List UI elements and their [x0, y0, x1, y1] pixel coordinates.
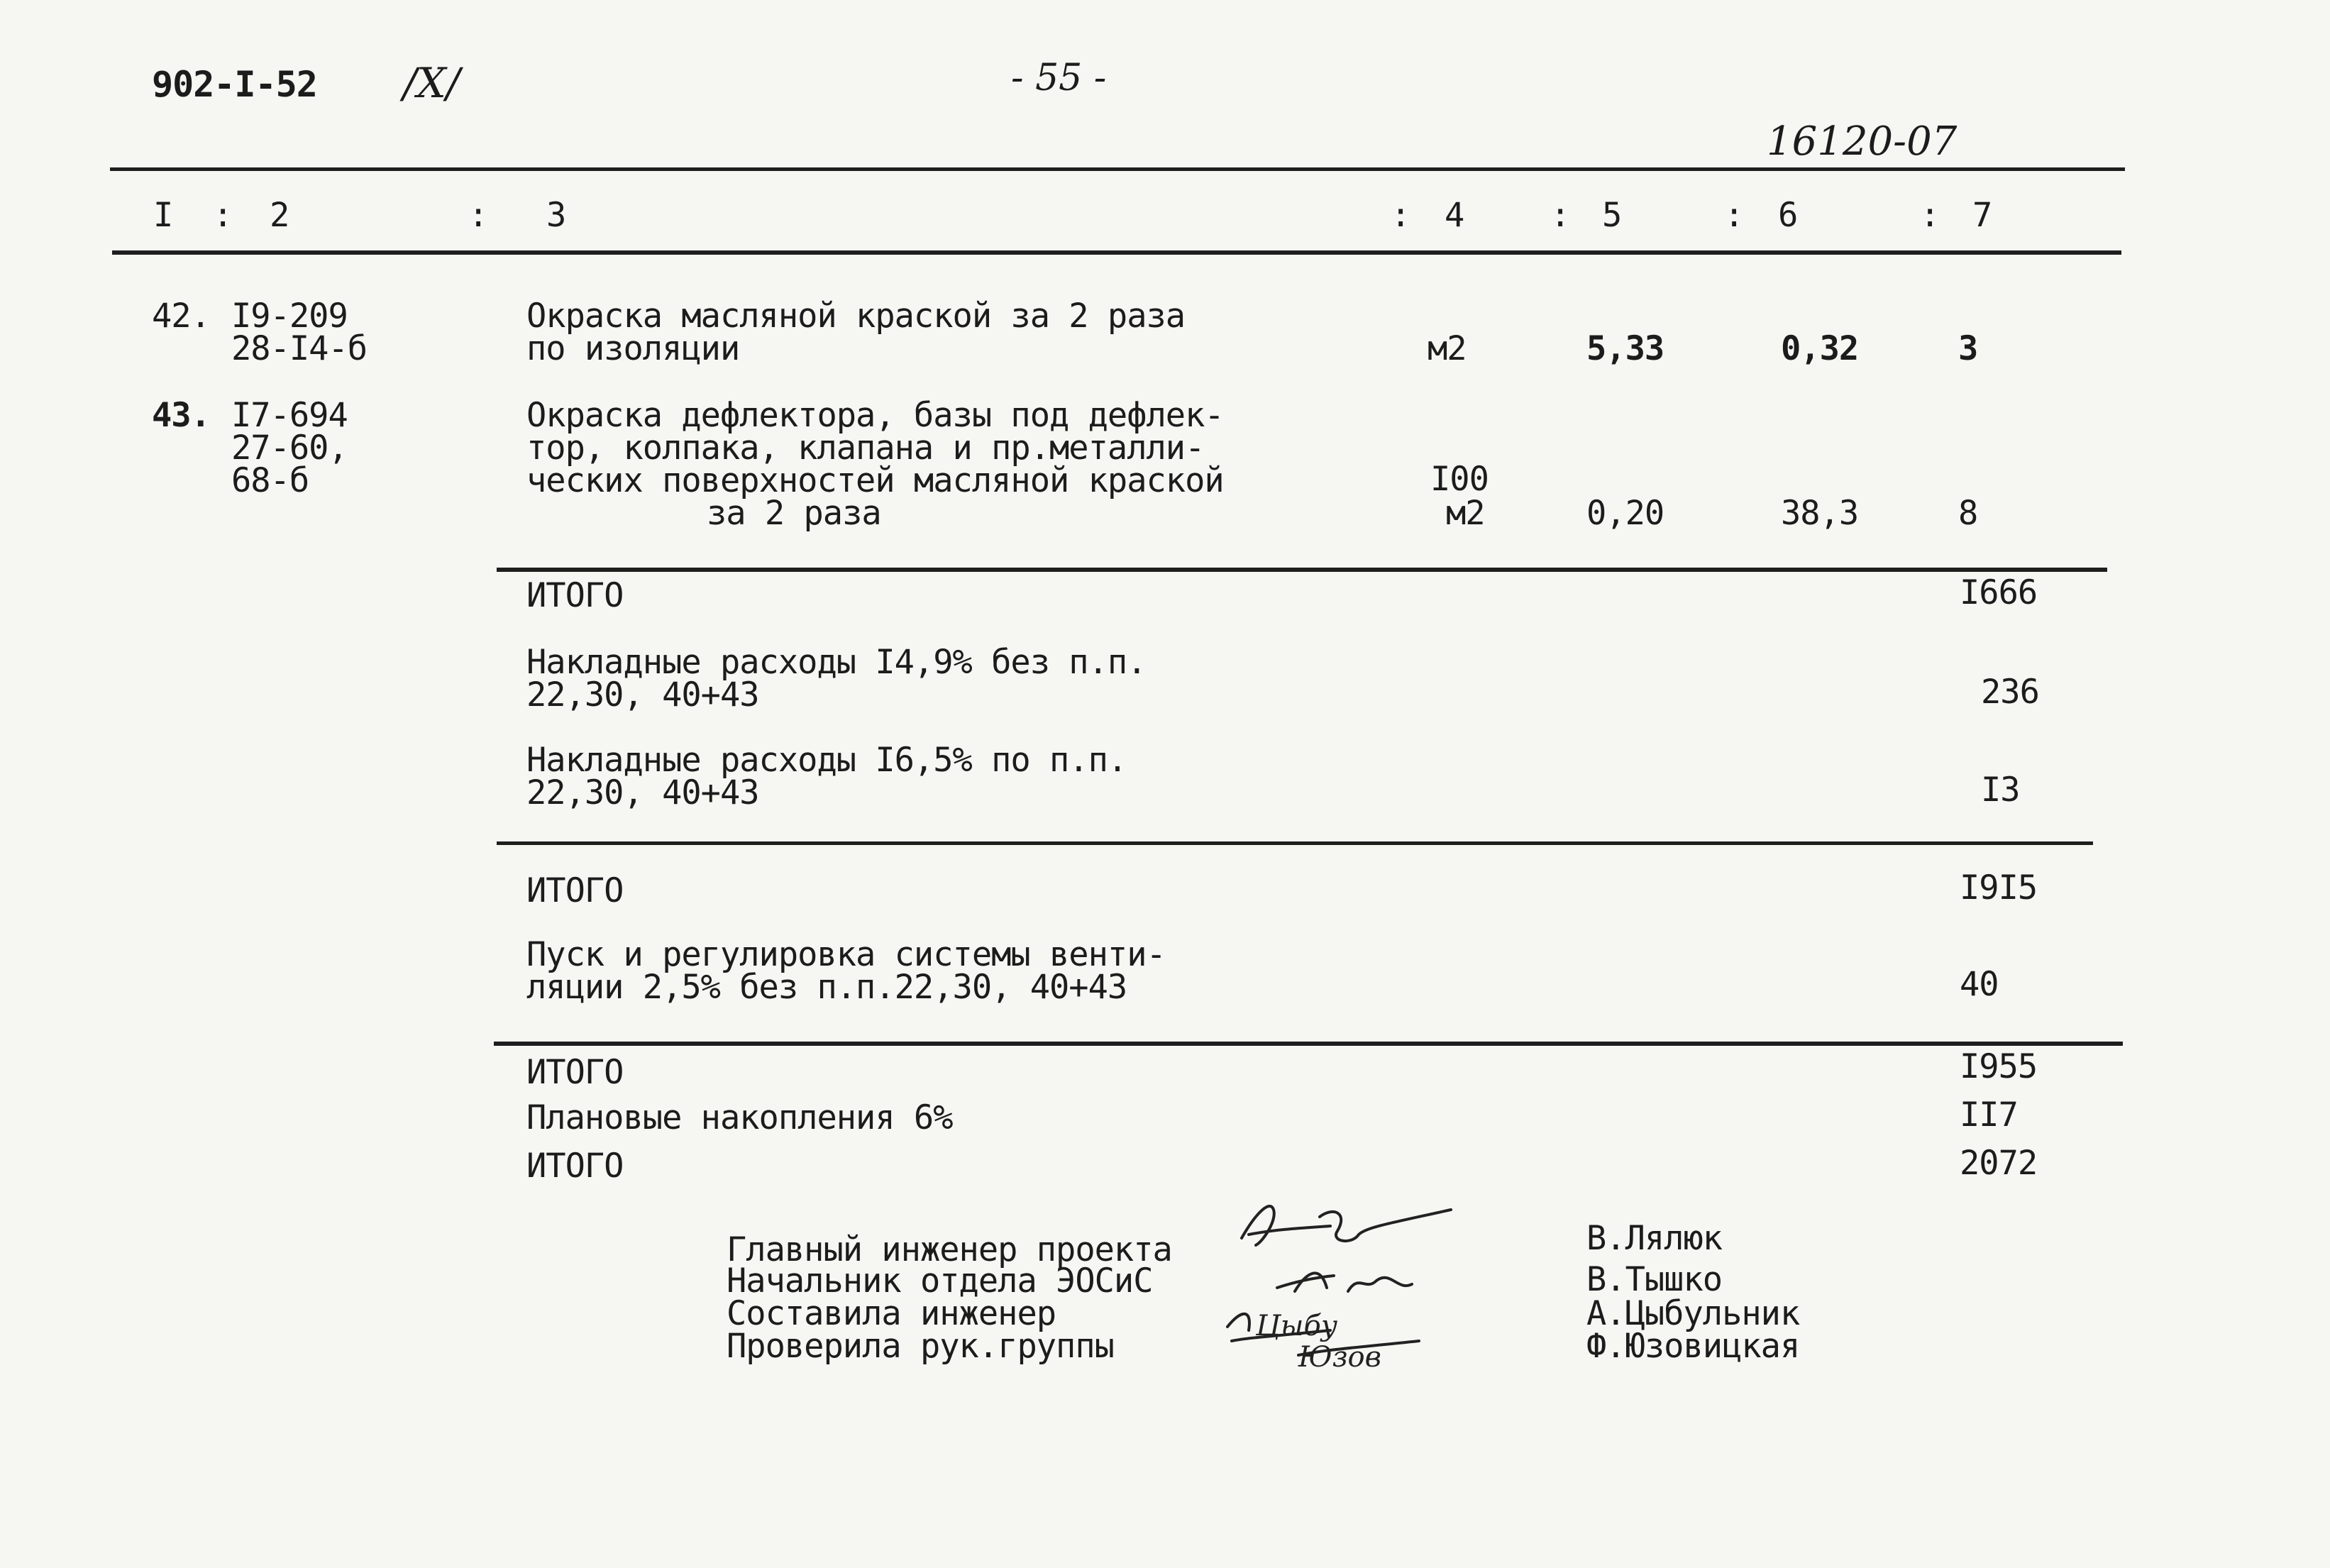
overhead-value: I3 — [1981, 771, 2020, 810]
norm-code: 28-I4-б — [231, 329, 368, 368]
col-separator: : — [1724, 196, 1744, 235]
planned-savings-value: II7 — [1960, 1095, 2018, 1134]
work-description: по изоляции — [526, 329, 740, 368]
overhead-label: 22,30, 40+43 — [526, 773, 759, 812]
signatory-name: В.Лялюк — [1586, 1219, 1723, 1258]
row-number: 42. — [152, 297, 210, 336]
handwritten-signature: Цыбу — [1256, 1310, 1338, 1342]
overhead-label: 22,30, 40+43 — [526, 675, 759, 714]
unit-price: 38,3 — [1781, 494, 1859, 533]
overhead-label: Накладные расходы I6,5% по п.п. — [526, 741, 1127, 780]
col-5-header: 5 — [1602, 196, 1622, 235]
work-description: ческих поверхностей масляной краской — [526, 461, 1224, 500]
signatory-role: Начальник отдела ЭОСиС — [727, 1261, 1153, 1301]
norm-code: 68-б — [231, 461, 309, 500]
signatory-name: Ф.Юзовицкая — [1586, 1327, 1800, 1366]
unit: м2 — [1446, 494, 1485, 533]
archive-number: 16120-07 — [1767, 118, 1958, 165]
itogo-value: I666 — [1960, 573, 2038, 612]
signatory-name: В.Тышко — [1586, 1260, 1723, 1299]
signatory-name: А.Цыбульник — [1586, 1294, 1800, 1333]
handwritten-signature: Юзов — [1298, 1341, 1381, 1374]
col-separator: : — [468, 196, 488, 235]
grand-total-value: 2072 — [1960, 1144, 2038, 1183]
planned-savings-label: Плановые накопления 6% — [526, 1098, 953, 1137]
col-7-header: 7 — [1972, 196, 1992, 235]
overhead-value: 236 — [1981, 673, 2039, 712]
unit: I00 — [1430, 460, 1489, 499]
row-total: 8 — [1958, 494, 1978, 533]
overhead-label: Накладные расходы I4,9% без п.п. — [526, 643, 1147, 682]
sheet-mark: /X/ — [403, 59, 460, 107]
startup-label: Пуск и регулировка системы венти- — [526, 935, 1166, 974]
handwritten-signatures — [1206, 1185, 1476, 1374]
unit-price: 0,32 — [1781, 329, 1859, 368]
col-1-header: I — [153, 196, 173, 235]
work-description: Окраска масляной краской за 2 раза — [526, 297, 1186, 336]
col-3-header: 3 — [546, 196, 566, 235]
itogo-label: ИТОГО — [526, 576, 624, 615]
summary-rule — [494, 1042, 2123, 1046]
itogo-value: I955 — [1960, 1047, 2038, 1086]
work-description: за 2 раза — [707, 494, 881, 533]
col-4-header: 4 — [1445, 196, 1464, 235]
work-description: тор, колпака, клапана и пр.металли- — [526, 429, 1205, 468]
itogo-value: I9I5 — [1960, 868, 2038, 907]
document-code: 902-I-52 — [152, 64, 317, 105]
col-separator: : — [1391, 196, 1410, 235]
norm-code: 27-60, — [231, 429, 348, 468]
header-rule — [112, 250, 2121, 255]
work-description: Окраска дефлектора, базы под дефлек- — [526, 396, 1224, 435]
startup-value: 40 — [1960, 965, 1999, 1004]
col-separator: : — [1550, 196, 1570, 235]
col-2-header: 2 — [270, 196, 289, 235]
itogo-label: ИТОГО — [526, 871, 624, 910]
quantity: 5,33 — [1586, 329, 1664, 368]
signatory-role: Главный инженер проекта — [727, 1230, 1172, 1269]
itogo-label: ИТОГО — [526, 1053, 624, 1092]
itogo-label: ИТОГО — [526, 1147, 624, 1186]
top-rule — [110, 167, 2125, 171]
summary-rule — [497, 568, 2107, 572]
summary-rule — [497, 841, 2093, 845]
col-6-header: 6 — [1778, 196, 1798, 235]
row-total: 3 — [1958, 329, 1978, 368]
norm-code: I9-209 — [231, 297, 348, 336]
page-number: - 55 - — [1011, 57, 1107, 99]
col-separator: : — [213, 196, 233, 235]
unit: м2 — [1428, 329, 1467, 368]
signatory-role: Составила инженер — [727, 1294, 1056, 1333]
row-number: 43. — [152, 396, 210, 435]
col-separator: : — [1920, 196, 1940, 235]
startup-label: ляции 2,5% без п.п.22,30, 40+43 — [526, 968, 1127, 1007]
quantity: 0,20 — [1586, 494, 1664, 533]
norm-code: I7-694 — [231, 396, 348, 435]
signatory-role: Проверила рук.группы — [727, 1327, 1114, 1366]
